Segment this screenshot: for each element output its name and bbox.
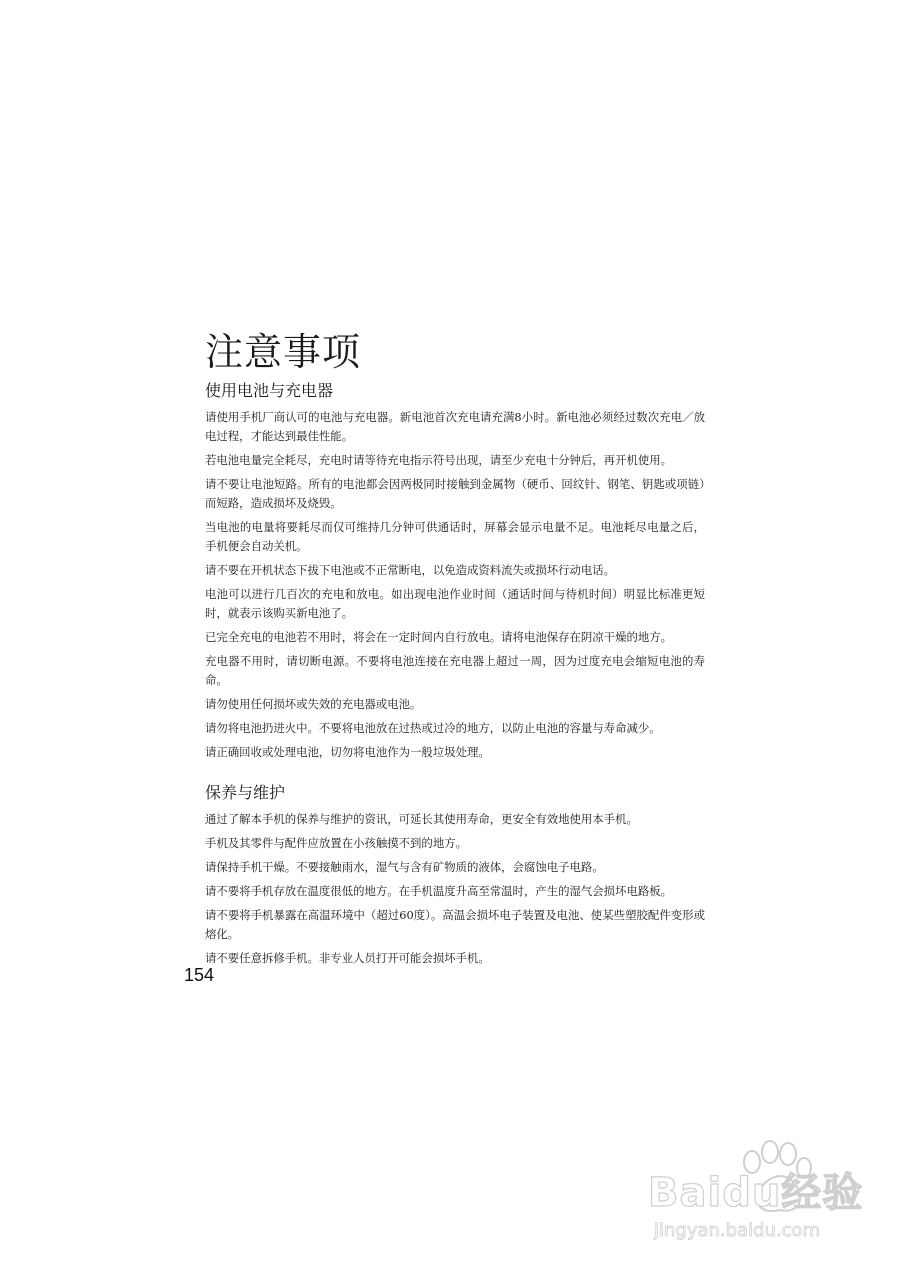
section-care-maintenance <box>205 782 705 968</box>
page-title: 注意事项 <box>205 330 362 374</box>
watermark <box>648 1140 888 1270</box>
watermark-url: jingyan.baidu.com <box>654 1220 821 1241</box>
paragraph: 请不要将手机存放在温度很低的地方。在手机温度升高至常温时，产生的湿气会损坏电路板。 <box>205 884 673 898</box>
section-heading: 使用电池与充电器 <box>205 381 334 400</box>
paragraph: 已完全充电的电池若不用时，将会在一定时间内自行放电。请将电池保存在阴凉干燥的地方。 <box>205 630 673 644</box>
content-body <box>205 380 705 973</box>
paragraph: 当电池的电量将要耗尽而仅可维持几分钟可供通话时，屏幕会显示电量不足。电池耗尽电量之后，手机便会自动关机。 <box>205 520 705 553</box>
paragraph: 请使用手机厂商认可的电池与充电器。新电池首次充电请充满8小时。新电池必须经过数次充电／放电过程，才能达到最佳性能。 <box>205 410 705 443</box>
paragraph: 充电器不用时，请切断电源。不要将电池连接在充电器上超过一周，因为过度充电会缩短电池的寿命。 <box>205 654 705 687</box>
section-battery-charger <box>205 380 705 762</box>
paragraph: 通过了解本手机的保养与维护的资讯，可延长其使用寿命，更安全有效地使用本手机。 <box>205 812 638 826</box>
paragraph: 若电池电量完全耗尽，充电时请等待充电指示符号出现，请至少充电十分钟后，再开机使用。 <box>205 453 673 467</box>
paragraph: 请不要任意拆修手机。非专业人员打开可能会损坏手机。 <box>205 951 490 965</box>
paragraph: 请保持手机干燥。不要接触雨水，湿气与含有矿物质的液体，会腐蚀电子电路。 <box>205 860 604 874</box>
paragraph: 请不要在开机状态下拔下电池或不正常断电，以免造成资料流失或损坏行动电话。 <box>205 563 616 577</box>
paragraph: 请勿使用任何损坏或失效的充电器或电池。 <box>205 697 422 711</box>
watermark-logo-text: Baidu经验 <box>648 1170 864 1216</box>
paragraph: 手机及其零件与配件应放置在小孩触摸不到的地方。 <box>205 836 467 850</box>
paragraph: 请正确回收或处理电池，切勿将电池作为一般垃圾处理。 <box>205 745 490 759</box>
paragraph: 请勿将电池扔进火中。不要将电池放在过热或过冷的地方，以防止电池的容量与寿命减少。 <box>205 721 661 735</box>
paragraph: 请不要将手机暴露在高温环境中（超过60度）。高温会损坏电子装置及电池、使某些塑胶配件变形或熔化。 <box>205 908 705 941</box>
page-number: 154 <box>184 965 215 985</box>
paragraph: 请不要让电池短路。所有的电池都会因两极同时接触到金属物（硬币、回纹针、钢笔、钥匙或项链）而短路，造成损坏及烧毁。 <box>205 477 705 510</box>
section-heading: 保养与维护 <box>205 783 286 802</box>
paragraph: 电池可以进行几百次的充电和放电。如出现电池作业时间（通话时间与待机时间）明显比标准更短时，就表示该购买新电池了。 <box>205 587 705 620</box>
